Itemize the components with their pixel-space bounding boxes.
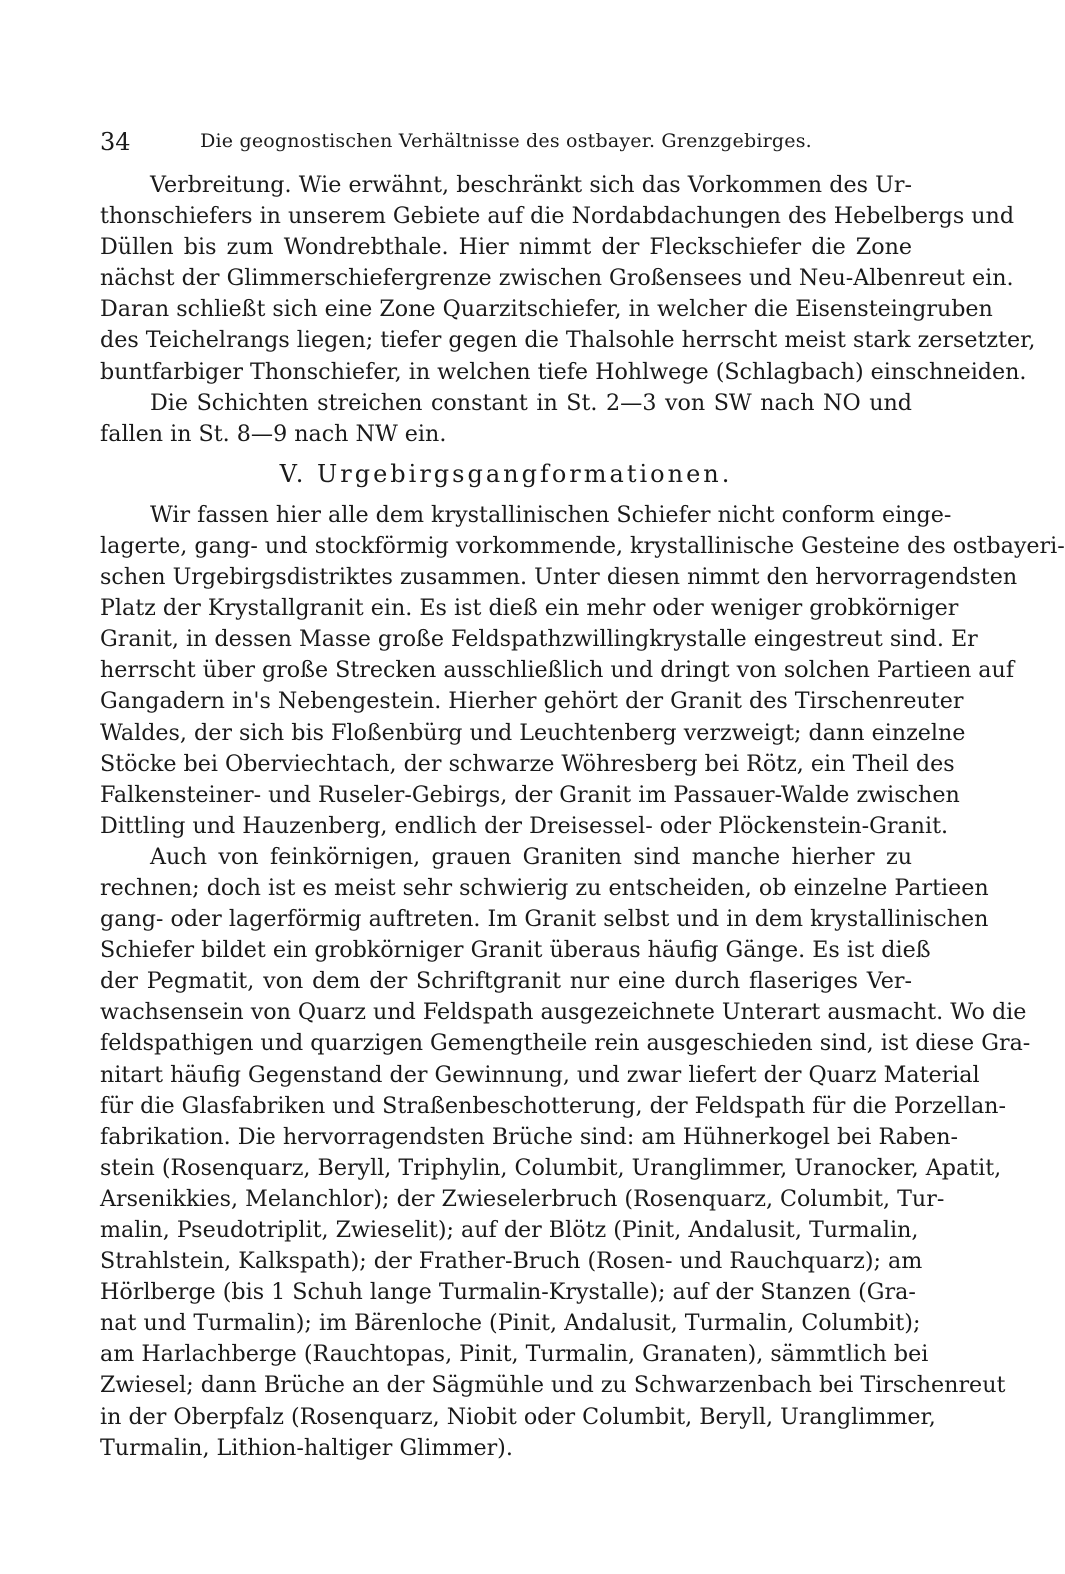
text-line: Auch von feinkörnigen, grauen Graniten sind manche hierher zu [150,843,912,870]
text-line: Gangadern in's Nebengestein. Hierher gehört der Granit des Tirschenreuter [100,688,964,715]
text-line: Schiefer bildet ein grobkörniger Granit überaus häufig Gänge. Es ist dieß [100,937,931,964]
paragraph [100,388,912,450]
text-line: nächst der Glimmerschiefergrenze zwischen Großensees und Neu-Albenreut ein. [100,265,1014,292]
text-line: Strahlstein, Kalkspath); der Frather-Bruch (Rosen- und Rauchquarz); am [100,1248,923,1275]
text-line: Hörlberge (bis 1 Schuh lange Turmalin-Krystalle); auf der Stanzen (Gra- [100,1279,916,1306]
text-line: nat und Turmalin); im Bärenloche (Pinit, Andalusit, Turmalin, Columbit); [100,1310,921,1337]
text-line: wachsensein von Quarz und Feldspath ausgezeichnete Unterart ausmacht. Wo die [100,999,1027,1026]
text-line: Daran schließt sich eine Zone Quarzitschiefer, in welcher die Eisensteingruben [100,296,993,323]
text-line: feldspathigen und quarzigen Gemengtheile rein ausgeschieden sind, ist diese Gra- [100,1030,1031,1057]
text-line: fabrikation. Die hervorragendsten Brüche sind: am Hühnerkogel bei Raben- [100,1123,959,1150]
text-line: rechnen; doch ist es meist sehr schwierig zu entscheiden, ob einzelne Partieen [100,874,989,901]
text-line: für die Glasfabriken und Straßenbeschotterung, der Feldspath für die Porzellan- [100,1092,1006,1119]
text-line: in der Oberpfalz (Rosenquarz, Niobit oder Columbit, Beryll, Uranglimmer, [100,1403,936,1430]
text-line: Falkensteiner- und Ruseler-Gebirgs, der Granit im Passauer-Walde zwischen [100,781,960,808]
paragraph [100,842,1031,1464]
running-head [100,118,912,162]
text-line: Zwiesel; dann Brüche an der Sägmühle und zu Schwarzenbach bei Tirschenreut [100,1372,1006,1399]
text-line: Stöcke bei Oberviechtach, der schwarze Wöhresberg bei Rötz, ein Theil des [100,750,955,777]
text-line: nitart häufig Gegenstand der Gewinnung, und zwar liefert der Quarz Material [100,1061,980,1088]
paragraph [100,170,1036,388]
text-line: schen Urgebirgsdistriktes zusammen. Unter diesen nimmt den hervorragendsten [100,564,1018,591]
text-line: Waldes, der sich bis Floßenbürg und Leuchtenberg verzweigt; dann einzelne [100,719,966,746]
text-line: Turmalin, Lithion-haltiger Glimmer). [100,1434,513,1461]
spacer [100,162,912,170]
text-line: Die Schichten streichen constant in St. 2—3 von SW nach NO und [150,389,912,416]
text-line: buntfarbiger Thonschiefer, in welchen tiefe Hohlwege (Schlagbach) einschneiden. [100,358,1027,385]
text-line: stein (Rosenquarz, Beryll, Triphylin, Columbit, Uranglimmer, Uranocker, Apatit, [100,1154,1002,1181]
text-line: am Harlachberge (Rauchtopas, Pinit, Turmalin, Granaten), sämmtlich bei [100,1341,929,1368]
text-line: der Pegmatit, von dem der Schriftgranit nur eine durch flaseriges Ver- [100,968,912,995]
text-line: fallen in St. 8—9 nach NW ein. [100,420,447,447]
section-body-text [100,500,1065,1464]
text-line: Dittling und Hauzenberg, endlich der Dreisessel- oder Plöckenstein-Granit. [100,812,949,839]
text-line: Verbreitung. Wie erwähnt, beschränkt sich das Vorkommen des Ur- [150,172,912,198]
text-line: Düllen bis zum Wondrebthale. Hier nimmt der Fleckschiefer die Zone [100,234,912,261]
text-line: gang- oder lagerförmig auftreten. Im Granit selbst und in dem krystallinischen [100,906,989,933]
text-line: herrscht über große Strecken ausschließlich und dringt von solchen Partieen auf [100,657,1015,684]
running-head-title: Die geognostischen Verhältnisse des ostbayer. Grenzgebirges. [200,130,812,152]
text-line: malin, Pseudotriplit, Zwieselit); auf der Blötz (Pinit, Andalusit, Turmalin, [100,1217,919,1243]
text-line: Arsenikkies, Melanchlor); der Zwieselerbruch (Rosenquarz, Columbit, Tur- [100,1185,945,1212]
page-number: 34 [100,128,131,156]
text-line: Granit, in dessen Masse große Feldspathzwillingkrystalle eingestreut sind. Er [100,626,978,653]
body-text-before-section [100,170,1036,450]
text-line: lagerte, gang- und stockförmig vorkommende, krystallinische Gesteine des ostbayeri- [100,532,1065,559]
text-line: Platz der Krystallgranit ein. Es ist dieß ein mehr oder weniger grobkörniger [100,595,959,622]
text-line: Wir fassen hier alle dem krystallinischen Schiefer nicht conform einge- [150,501,952,528]
text-line: thonschiefers in unserem Gebiete auf die Nordabdachungen des Hebelbergs und [100,203,1015,230]
text-line: des Teichelrangs liegen; tiefer gegen die Thalsohle herrscht meist stark zersetzter, [100,327,1036,354]
book-page [100,118,1065,1464]
section-heading: V. Urgebirgsgangformationen. [279,459,733,488]
paragraph [100,500,1065,842]
